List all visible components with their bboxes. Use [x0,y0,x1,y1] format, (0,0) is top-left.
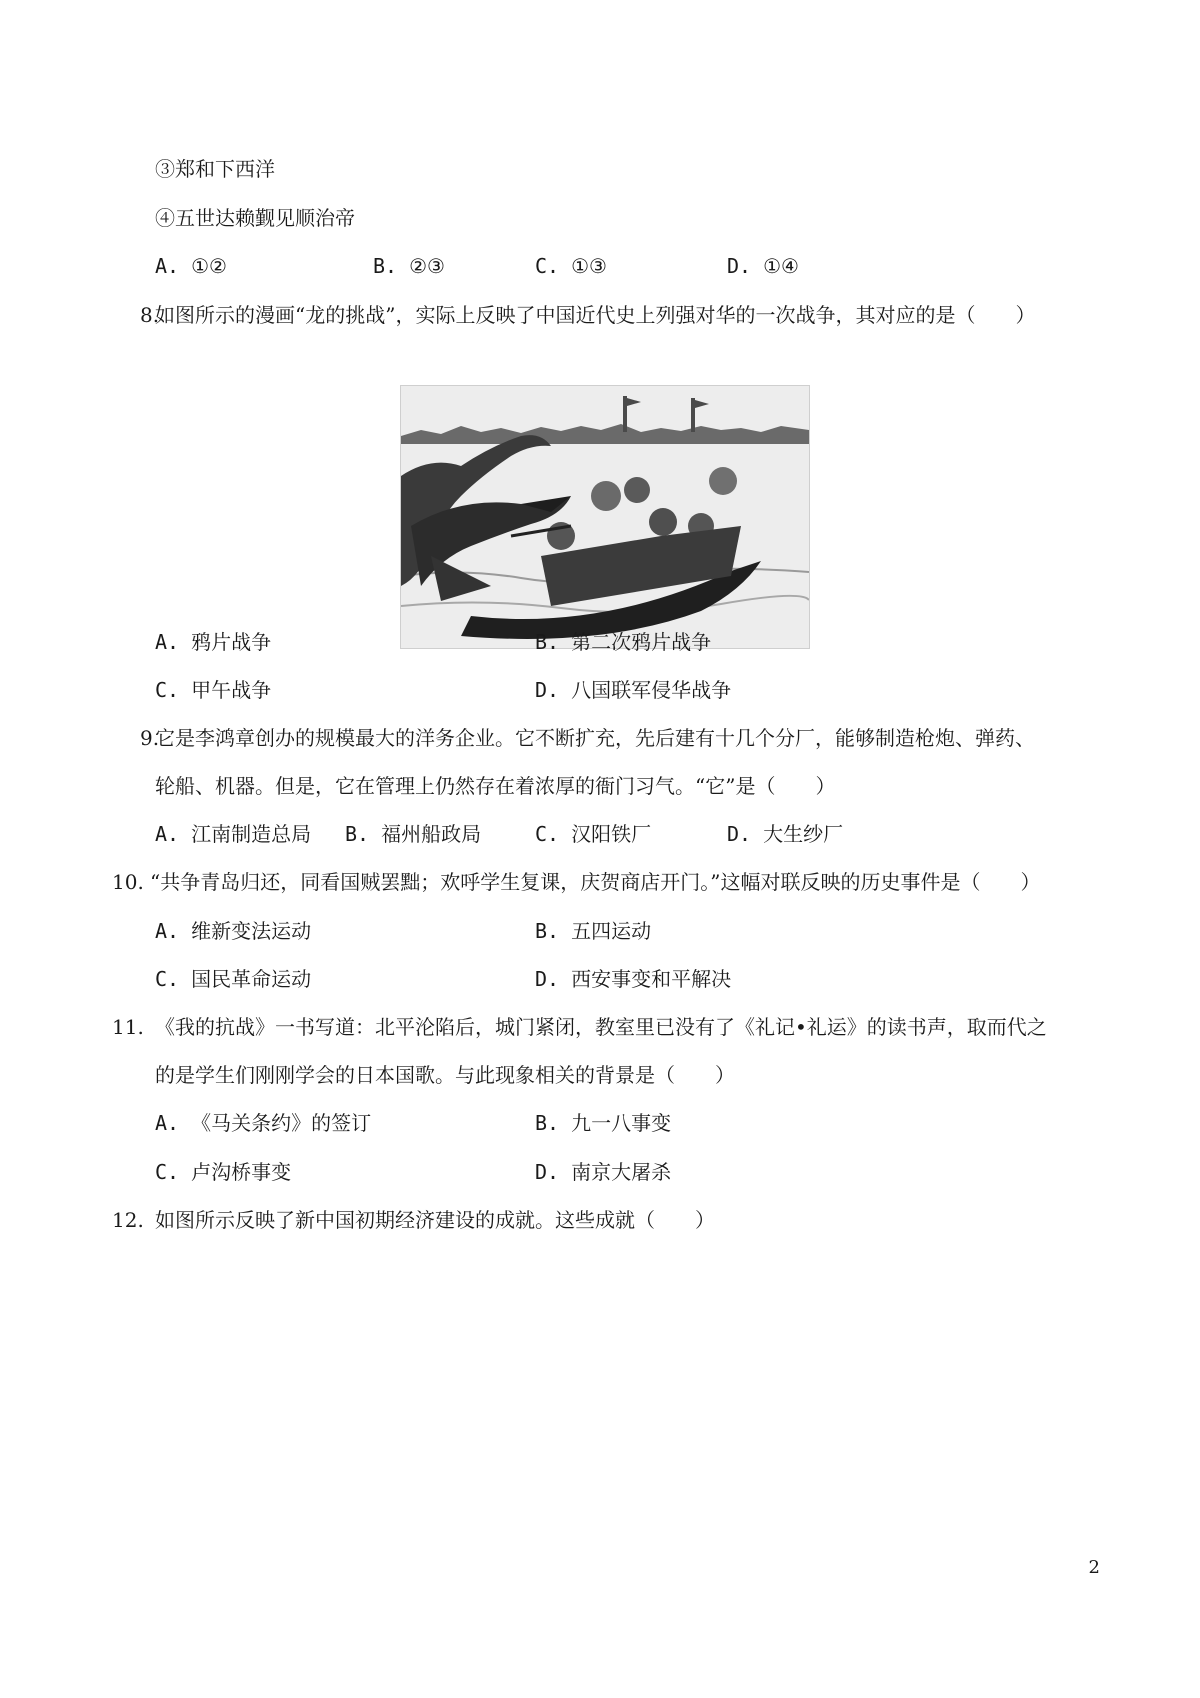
option-letter: D. [535,678,560,702]
option-letter: C. [535,254,560,278]
option-text: 八国联军侵华战争 [571,678,732,702]
option-letter: B. [535,630,560,654]
question-number-8: 8. [140,303,160,327]
option-text: ①③ [571,254,607,278]
option-letter: A. [155,1111,180,1135]
option-text: 维新变法运动 [191,919,312,943]
item-3: ③郑和下西洋 [155,157,275,181]
option-letter: C. [155,967,180,991]
option-text: 鸦片战争 [191,630,272,654]
q8-option-b [535,628,711,656]
q11-option-c [155,1158,291,1186]
option-letter: A. [155,822,180,846]
question-number-11: 11. [112,1015,144,1039]
option-letter: B. [373,254,398,278]
option-letter: D. [727,822,752,846]
option-letter: C. [155,678,180,702]
item-4: ④五世达赖觐见顺治帝 [155,206,355,230]
question-12-stem: 如图所示反映了新中国初期经济建设的成就。这些成就（ ） [155,1208,715,1232]
option-letter: C. [155,1160,180,1184]
option-text: ②③ [409,254,445,278]
q8-option-a [155,628,271,656]
option-text: 江南制造总局 [191,822,312,846]
question-11-stem-line-2: 的是学生们刚刚学会的日本国歌。与此现象相关的背景是（ ） [155,1063,735,1087]
option-text: 大生纱厂 [763,822,844,846]
q8-option-c [155,676,271,704]
option-text: 九一八事变 [571,1111,672,1135]
q11-option-a [155,1109,371,1137]
option-text: 南京大屠杀 [571,1160,672,1184]
question-10-stem: “共争青岛归还，同看国贼罢黜；欢呼学生复课，庆贺商店开门。”这幅对联反映的历史事件是（ ） [150,870,1041,894]
q7-option-c [535,252,607,280]
q7-option-a [155,252,227,280]
option-letter: A. [155,630,180,654]
cartoon-illustration [401,386,809,648]
q11-option-d [535,1158,671,1186]
question-number-10: 10. [112,870,144,894]
q11-option-b [535,1109,671,1137]
option-letter: B. [535,1111,560,1135]
q10-option-d [535,965,731,993]
option-letter: C. [535,822,560,846]
q10-option-a [155,917,311,945]
q7-option-b [373,252,445,280]
option-text: ①② [191,254,227,278]
q10-option-b [535,917,651,945]
option-text: 国民革命运动 [191,967,312,991]
q9-option-d [727,820,843,848]
option-text: 汉阳铁厂 [571,822,652,846]
q9-option-c [535,820,651,848]
option-text: 西安事变和平解决 [571,967,732,991]
page-number: 2 [1088,1557,1100,1578]
option-text: ①④ [763,254,799,278]
option-letter: A. [155,919,180,943]
option-text: 《马关条约》的签订 [191,1111,372,1135]
option-letter: A. [155,254,180,278]
question-number-9: 9. [140,726,160,750]
option-text: 第二次鸦片战争 [571,630,712,654]
option-letter: D. [727,254,752,278]
option-letter: B. [535,919,560,943]
q9-option-b [345,820,481,848]
option-text: 福州船政局 [381,822,482,846]
option-text: 五四运动 [571,919,652,943]
question-number-12: 12. [112,1208,144,1232]
q10-option-c [155,965,311,993]
option-text: 甲午战争 [191,678,272,702]
question-9-stem-line-1: 它是李鸿章创办的规模最大的洋务企业。它不断扩充，先后建有十几个分厂，能够制造枪炮、弹药、 [155,726,1035,750]
q7-option-d [727,252,799,280]
q9-option-a [155,820,311,848]
cartoon-dragon-challenge [400,385,810,649]
option-letter: D. [535,1160,560,1184]
option-text: 卢沟桥事变 [191,1160,292,1184]
question-11-stem-line-1: 《我的抗战》一书写道：北平沦陷后，城门紧闭，教室里已没有了《礼记•礼运》的读书声，取而代之 [155,1015,1047,1039]
option-letter: B. [345,822,370,846]
q8-option-d [535,676,731,704]
option-letter: D. [535,967,560,991]
question-9-stem-line-2: 轮船、机器。但是，它在管理上仍然存在着浓厚的衙门习气。“它”是（ ） [155,774,836,798]
question-8-stem: 如图所示的漫画“龙的挑战”，实际上反映了中国近代史上列强对华的一次战争，其对应的是（ ） [155,303,1036,327]
